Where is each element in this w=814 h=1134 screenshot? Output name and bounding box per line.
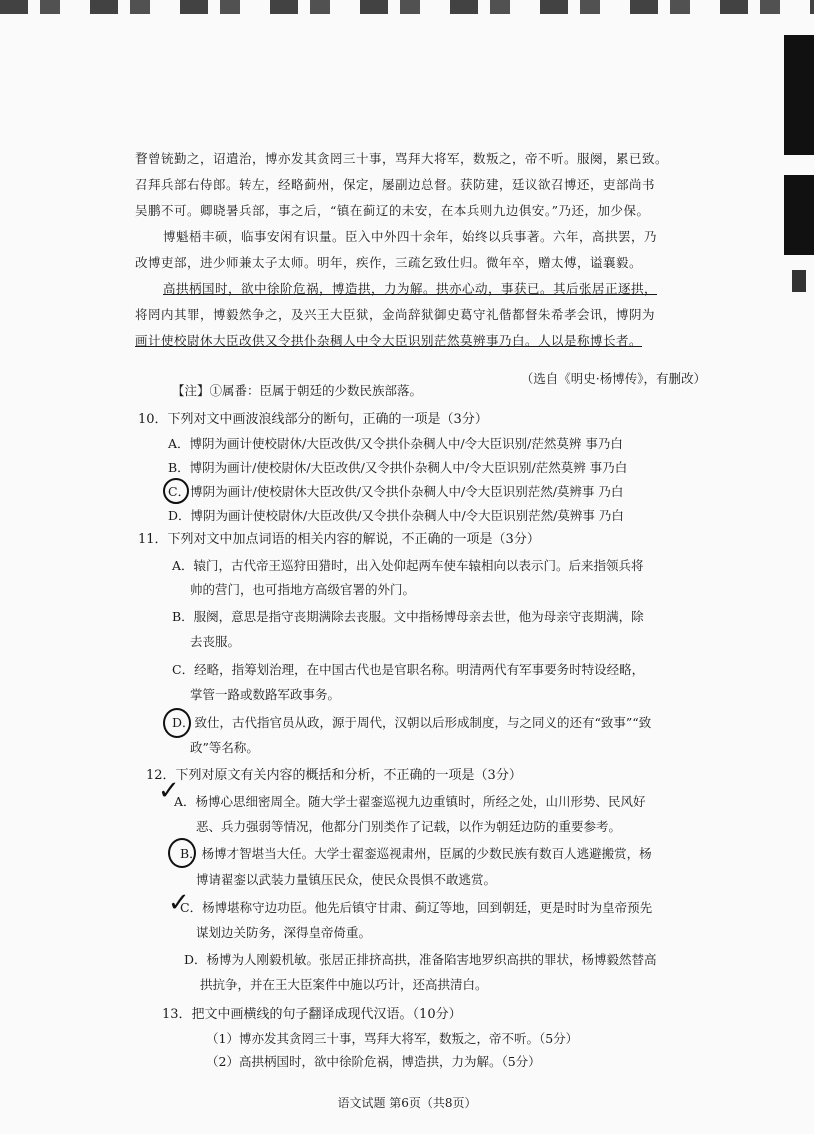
question-10-option-b[interactable]: B．博阴为画计/使校尉休/大臣改供/又令拱仆杂稠人中/令大臣识别/茫然莫辨 事乃白 xyxy=(168,460,628,475)
question-10-option-a[interactable]: A．博阴为画计使校尉休/大臣改供/又令拱仆杂稠人中/令大臣识别/茫然莫辨 事乃白 xyxy=(168,436,623,451)
question-12-option-a[interactable]: A．杨博心思细密周全。随大学士翟銮巡视九边重镇时，所经之处，山川形势、民风好 xyxy=(174,794,646,809)
scan-right-edge-mark xyxy=(784,175,814,255)
question-11-option-b[interactable]: B．服阕，意思是指守丧期满除去丧服。文中指杨博母亲去世，他为母亲守丧期满，除 xyxy=(172,609,644,624)
passage-line: 瞀曾铳勤之，诏遣治，博亦发其贪罔三十事，骂拜大将军，数叛之，帝不听。服阕，累已致。 xyxy=(135,151,669,166)
check-mark: ✓ xyxy=(158,776,180,806)
question-10-stem: 10．下列对文中画波浪线部分的断句，正确的一项是（3分） xyxy=(138,412,488,427)
question-11-option-a-cont: 帅的营门，也可指地方高级官署的外门。 xyxy=(190,582,416,597)
question-11-option-c[interactable]: C．经略，指筹划治理，在中国古代也是官职名称。明清两代有军事要务时特设经略， xyxy=(172,662,645,677)
check-mark: ✓ xyxy=(168,888,190,918)
question-11-option-b-cont: 去丧服。 xyxy=(190,634,241,649)
question-12-option-c[interactable]: C．杨博堪称守边功臣。他先后镇守甘肃、蓟辽等地，回到朝廷，更是时时为皇帝预先 xyxy=(180,900,653,915)
question-12-stem: 12．下列对原文有关内容的概括和分析，不正确的一项是（3分） xyxy=(146,768,522,783)
scan-right-edge-mark xyxy=(784,35,814,155)
passage-line: 将罔内其罪，博毅然争之，及兴王大臣狱，金尚辞狱御史葛守礼偕都督朱希孝会讯，博阴为 xyxy=(135,307,656,322)
question-10-option-d[interactable]: D．博阴为画计使校尉休/大臣改供/又令拱仆杂稠人中/令大臣识别茫然/莫辨事 乃白 xyxy=(168,508,624,523)
passage-line-underlined: 高拱柄国时，欲中徐阶危祸，博造拱，力为解。拱亦心动，事获已。其后张居正逐拱， xyxy=(163,281,658,296)
question-12-option-d-cont: 拱抗争，并在王大臣案件中施以巧计，还高拱清白。 xyxy=(200,977,488,992)
scan-right-edge-mark xyxy=(792,270,806,292)
answer-circle-mark xyxy=(163,708,191,738)
question-12-option-a-cont: 恶、兵力强弱等情况，他都分门别类作了记载，以作为朝廷边防的重要参考。 xyxy=(196,819,622,834)
passage-line: 博魁梧丰硕，临事安闲有识量。臣入中外四十余年，始终以兵事著。六年，高拱罢，乃 xyxy=(163,229,658,244)
question-13-stem: 13．把文中画横线的句子翻译成现代汉语。（10分） xyxy=(162,1007,462,1022)
question-11-stem: 11．下列对文中加点词语的相关内容的解说，不正确的一项是（3分） xyxy=(138,532,540,547)
question-13-sentence-2: （2）高拱柄国时，欲中徐阶危祸，博造拱，力为解。（5分） xyxy=(206,1054,541,1069)
scan-top-edge xyxy=(0,0,814,14)
question-11-option-d[interactable]: D．致仕，古代指官员从政，源于周代，汉朝以后形成制度，与之同义的还有“致事”“致 xyxy=(172,715,652,730)
page-number: 语文试题 第6页（共8页） xyxy=(337,1096,477,1110)
question-10-option-c[interactable]: C．博阴为画计/使校尉休大臣改供/又令拱仆杂稠人中/令大臣识别茫然/莫辨事 乃白 xyxy=(168,484,624,499)
question-13-sentence-1: （1）博亦发其贪罔三十事，骂拜大将军，数叛之，帝不听。（5分） xyxy=(206,1031,579,1046)
question-11-option-a[interactable]: A．辕门，古代帝王巡狩田猎时，出入处仰起两车使车辕相向以表示门。后来指领兵将 xyxy=(172,558,644,573)
passage-line: 吴鹏不可。卿晓暑兵部，事之后，“镇在蓟辽的未安，在本兵则九边俱安。”乃还，加少保。 xyxy=(135,203,650,218)
passage-line: 召拜兵部右侍郎。转左，经略蓟州，保定，屡副边总督。获防建，廷议欲召博还，吏部尚书 xyxy=(135,177,656,192)
question-11-option-d-cont: 政”等名称。 xyxy=(190,740,259,755)
passage-source: （选自《明史·杨博传》，有删改） xyxy=(520,371,706,386)
passage-line-wavy: 画计使校尉休大臣改供又令拱仆杂稠人中令大臣识别茫然莫辨事乃白。人以是称博长者。 xyxy=(135,333,643,348)
question-12-option-d[interactable]: D．杨博为人刚毅机敏。张居正排挤高拱，准备陷害地罗织高拱的罪状，杨博毅然替高 xyxy=(184,952,657,967)
question-12-option-b[interactable]: B．杨博才智堪当大任。大学士翟銮巡视肃州，臣属的少数民族有数百人逃避搬赏，杨 xyxy=(180,846,652,861)
footnote: 【注】①属番：臣属于朝廷的少数民族部落。 xyxy=(172,383,423,398)
passage-line: 改博吏部，进少师兼太子太师。明年，疾作，三疏乞致仕归。微年卒，赠太傅，谥襄毅。 xyxy=(135,255,643,270)
answer-circle-mark xyxy=(168,838,196,868)
question-12-option-b-cont: 博请翟銮以武装力量镇压民众，使民众畏惧不敢逃赏。 xyxy=(196,872,497,887)
answer-circle-mark xyxy=(163,478,189,504)
question-12-option-c-cont: 谋划边关防务，深得皇帝倚重。 xyxy=(196,925,372,940)
question-11-option-c-cont: 掌管一路或数路军政事务。 xyxy=(190,687,341,702)
classical-passage xyxy=(135,146,725,354)
